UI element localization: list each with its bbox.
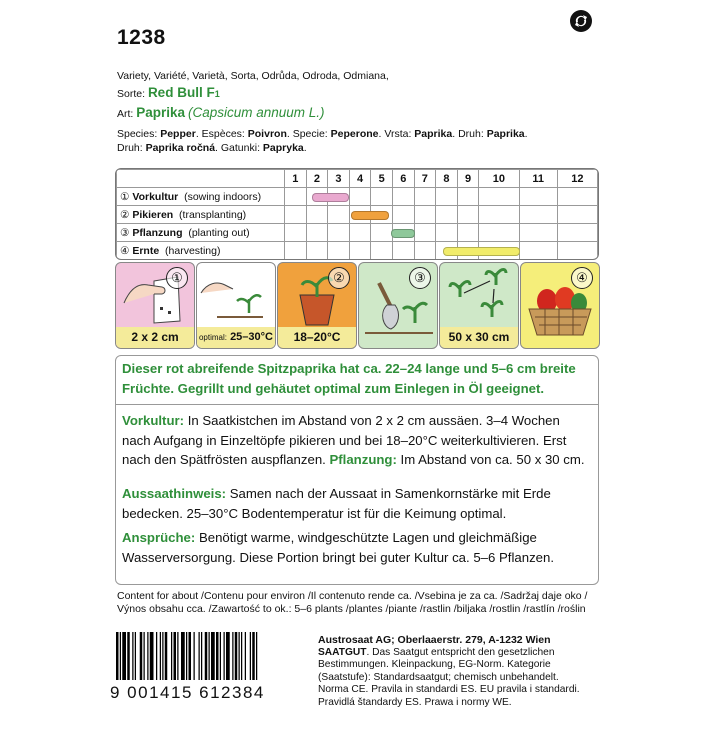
sowing-tile bbox=[115, 262, 195, 349]
barcode-bar bbox=[201, 632, 202, 680]
barcode-bar bbox=[235, 632, 238, 680]
month-header: 2 bbox=[306, 170, 328, 188]
barcode-bar bbox=[160, 632, 161, 680]
month-cell bbox=[349, 224, 371, 242]
species-label-text: . Druh: bbox=[452, 128, 487, 140]
cultivation-paragraph bbox=[122, 411, 592, 470]
month-cell bbox=[479, 188, 519, 206]
barcode-bar bbox=[147, 632, 148, 680]
step-note: (transplanting) bbox=[173, 208, 247, 221]
month-cell bbox=[306, 242, 328, 260]
month-cell bbox=[557, 224, 597, 242]
month-cell bbox=[392, 206, 414, 224]
barcode-bar bbox=[199, 632, 200, 680]
species-name-translation: Paprika bbox=[486, 128, 525, 140]
calendar-row bbox=[117, 224, 598, 242]
month-cell bbox=[392, 188, 414, 206]
sowing-note-paragraph bbox=[122, 484, 592, 523]
month-header: 12 bbox=[557, 170, 597, 188]
month-cell bbox=[436, 206, 458, 224]
sorte-line bbox=[117, 86, 220, 101]
species-label-text: . Vrsta: bbox=[378, 128, 415, 140]
step-note: (sowing indoors) bbox=[178, 190, 262, 203]
calendar-row-label bbox=[117, 188, 285, 206]
barcode-bar bbox=[224, 632, 225, 680]
month-cell bbox=[457, 206, 479, 224]
barcode-bar bbox=[140, 632, 143, 680]
month-cell bbox=[519, 188, 557, 206]
species-name-translation: Poivron bbox=[247, 128, 287, 140]
month-cell bbox=[285, 224, 307, 242]
barcode-bar bbox=[241, 632, 242, 680]
period-bar bbox=[443, 247, 520, 256]
barcode-bar bbox=[232, 632, 233, 680]
barcode-bar bbox=[216, 632, 219, 680]
month-cell bbox=[557, 188, 597, 206]
species-label-text: . Gatunki: bbox=[215, 142, 263, 154]
step-note: (planting out) bbox=[182, 226, 250, 239]
barcode-bar bbox=[205, 632, 208, 680]
pflanzung-heading: Pflanzung: bbox=[329, 452, 397, 467]
barcode-bar bbox=[132, 632, 133, 680]
species-name-translation: Paprika bbox=[414, 128, 453, 140]
germination-temp: 25–30°C bbox=[230, 331, 273, 343]
aussaathinweis-text: Samen nach der Aussaat in Samenkornstärke mit Erde bedecken. 25–30°C Bodentemperatur ist für die Keimung optimal. bbox=[122, 486, 551, 521]
month-cell bbox=[349, 188, 371, 206]
month-cell bbox=[436, 224, 458, 242]
barcode-bar bbox=[239, 632, 240, 680]
latin-name: (Capsicum annuum L.) bbox=[187, 105, 325, 120]
barcode-bar bbox=[209, 632, 210, 680]
barcode-bar bbox=[189, 632, 192, 680]
calendar-row-label bbox=[117, 206, 285, 224]
species-line-1 bbox=[117, 127, 528, 141]
month-cell bbox=[371, 188, 393, 206]
sowing-calendar bbox=[115, 168, 599, 260]
month-header: 7 bbox=[414, 170, 436, 188]
vorkultur-heading: Vorkultur: bbox=[122, 413, 185, 428]
transplant-temp-label: 18–20°C bbox=[278, 327, 356, 348]
species-name-translation: Paprika ročná bbox=[145, 142, 216, 154]
month-cell bbox=[414, 188, 436, 206]
content-line-2: Výnos obsahu cca. /Zawartość to ok.: 5–6 plants /plantes /piante /rastlin /biljaka /rostlin /rastlín /roślin bbox=[117, 603, 586, 615]
month-header: 4 bbox=[349, 170, 371, 188]
barcode-bar bbox=[177, 632, 178, 680]
seed-legal-text bbox=[318, 647, 588, 710]
month-cell bbox=[457, 188, 479, 206]
month-header: 11 bbox=[519, 170, 557, 188]
species-name: Paprika bbox=[136, 105, 186, 120]
content-info bbox=[117, 590, 617, 616]
step-marker: ② bbox=[120, 208, 133, 221]
month-header: 3 bbox=[328, 170, 350, 188]
month-header: 6 bbox=[392, 170, 414, 188]
aussaathinweis-heading: Aussaathinweis: bbox=[122, 486, 227, 501]
planting-tile bbox=[358, 262, 438, 349]
month-cell bbox=[306, 224, 328, 242]
month-header: 10 bbox=[479, 170, 519, 188]
sorte-label: Sorte: bbox=[117, 88, 146, 100]
species-label-text: . Espèces: bbox=[195, 128, 248, 140]
month-cell bbox=[328, 206, 350, 224]
producer-info bbox=[318, 634, 588, 709]
period-bar bbox=[312, 193, 349, 202]
step-2-badge: ② bbox=[328, 267, 350, 289]
spacing-label: 2 x 2 cm bbox=[116, 327, 194, 348]
variety-hybrid-sub: 1 bbox=[214, 89, 220, 99]
barcode-bar bbox=[256, 632, 257, 680]
species-label-text: . bbox=[524, 128, 528, 140]
calendar-row bbox=[117, 188, 598, 206]
art-label: Art: bbox=[117, 108, 134, 120]
barcode-bar bbox=[127, 632, 130, 680]
content-line-1: Content for about /Contenu pour environ /Il contenuto rende ca. /Vsebina je za ca. /Sadržaj daje oko / bbox=[117, 590, 588, 602]
month-cell bbox=[285, 188, 307, 206]
month-cell bbox=[328, 224, 350, 242]
variety-name: Red Bull F bbox=[147, 85, 215, 100]
barcode-bar bbox=[150, 632, 154, 680]
barcode-bar bbox=[220, 632, 221, 680]
recycle-icon bbox=[569, 9, 593, 33]
spacing-tile bbox=[439, 262, 519, 349]
step-name: Pflanzung bbox=[132, 226, 183, 239]
barcode-bar bbox=[156, 632, 157, 680]
harvest-tile bbox=[520, 262, 600, 349]
species-label-text: Druh: bbox=[117, 142, 146, 154]
barcode-bar bbox=[226, 632, 230, 680]
optimal-prefix: optimal: bbox=[198, 333, 227, 342]
species-name-translation: Peperone bbox=[330, 128, 379, 140]
barcode-bar bbox=[171, 632, 172, 680]
seedling-hand-icon bbox=[197, 263, 275, 327]
barcode-bar bbox=[116, 632, 119, 680]
period-bar bbox=[351, 211, 388, 220]
barcode-bar bbox=[174, 632, 177, 680]
month-cell bbox=[557, 206, 597, 224]
step-name: Pikieren bbox=[132, 208, 174, 221]
barcode-bar bbox=[194, 632, 195, 680]
month-cell bbox=[285, 242, 307, 260]
barcode-bar bbox=[252, 632, 255, 680]
species-name-translation: Papryka bbox=[262, 142, 304, 154]
saatgut-text: . Das Saatgut entspricht den gesetzlichen Bestimmungen. Kleinpackung, EG-Norm. Kategorie (Saatstufe): Standardsaatgut; chemisch unbehandelt. Norma CE. Pravila in standardi ES. EU pravila i standardi. Pravidlá štandardy ES. Prawa i normy WE. bbox=[318, 646, 580, 708]
step-marker: ④ bbox=[120, 244, 133, 257]
barcode-number: 9 001415 612384 bbox=[110, 683, 265, 702]
month-cell bbox=[479, 224, 519, 242]
month-cell bbox=[306, 206, 328, 224]
period-bar bbox=[391, 229, 415, 238]
species-label-text: . bbox=[303, 142, 307, 154]
month-header: 8 bbox=[436, 170, 458, 188]
requirements-paragraph bbox=[122, 528, 592, 567]
barcode-bar bbox=[120, 632, 121, 680]
barcode-bar bbox=[181, 632, 185, 680]
month-cell bbox=[414, 206, 436, 224]
step-note: (harvesting) bbox=[159, 244, 221, 257]
calendar-row-label bbox=[117, 224, 285, 242]
company-address: Austrosaat AG; Oberlaaerstr. 279, A-1232 Wien bbox=[318, 634, 551, 646]
saatgut-heading: SAATGUT bbox=[318, 646, 367, 658]
month-cell bbox=[519, 224, 557, 242]
species-label-text: Species: bbox=[117, 128, 161, 140]
species-line-2 bbox=[117, 141, 307, 155]
germination-tile bbox=[196, 262, 276, 349]
barcode-bar bbox=[250, 632, 251, 680]
barcode-bar bbox=[162, 632, 163, 680]
step-1-badge: ① bbox=[166, 267, 188, 289]
month-cell bbox=[392, 242, 414, 260]
step-name: Ernte bbox=[132, 244, 160, 257]
month-header: 5 bbox=[371, 170, 393, 188]
transplant-tile bbox=[277, 262, 357, 349]
calendar-row bbox=[117, 242, 598, 260]
calendar-row-label bbox=[117, 242, 285, 260]
step-3-badge: ③ bbox=[409, 267, 431, 289]
instruction-icons bbox=[115, 262, 597, 347]
vorkultur-text: In Saatkistchen im Abstand von 2 x 2 cm aussäen. 3–4 Wochen nach Aufgang in Einzeltöpfe pikieren und bei 18–20°C weiterkultivieren. Erst nach den Spätfrösten auspflanzen. bbox=[122, 413, 567, 467]
barcode-bar bbox=[211, 632, 215, 680]
barcode-bar bbox=[245, 632, 246, 680]
pflanzung-text: Im Abstand von ca. 50 x 30 cm. bbox=[396, 452, 585, 467]
barcode bbox=[116, 632, 306, 680]
barcode-bar bbox=[144, 632, 145, 680]
step-4-badge: ④ bbox=[571, 267, 593, 289]
month-cell bbox=[371, 224, 393, 242]
month-cell bbox=[285, 206, 307, 224]
species-name-translation: Pepper bbox=[160, 128, 196, 140]
barcode-bar bbox=[122, 632, 126, 680]
variety-line: Variety, Variété, Varietà, Sorta, Odrůda, Odroda, Odmiana, bbox=[117, 70, 389, 82]
ansprueche-text: Benötigt warme, windgeschützte Lagen und gleichmäßige Wasserversorgung. Diese Portion bringt bei guter Kultur ca. 5–6 Pflanzen. bbox=[122, 530, 554, 565]
month-cell bbox=[371, 242, 393, 260]
barcode-bar bbox=[135, 632, 136, 680]
step-name: Vorkultur bbox=[132, 190, 179, 203]
month-header: 1 bbox=[285, 170, 307, 188]
step-marker: ③ bbox=[120, 226, 133, 239]
month-header: 9 bbox=[457, 170, 479, 188]
month-cell bbox=[436, 188, 458, 206]
description-box bbox=[115, 355, 599, 585]
species-label-text: . Specie: bbox=[286, 128, 331, 140]
variety-description: Dieser rot abreifende Spitzpaprika hat ca. 22–24 lange und 5–6 cm breite Früchte. Gegrillt und gehäutet optimal zum Einlegen in Öl geeignet. bbox=[122, 361, 576, 396]
art-line bbox=[117, 106, 325, 121]
step-marker: ① bbox=[120, 190, 133, 203]
month-cell bbox=[519, 242, 557, 260]
calendar-corner bbox=[117, 170, 285, 188]
month-cell bbox=[457, 224, 479, 242]
barcode-bar bbox=[186, 632, 187, 680]
plant-spacing-icon bbox=[440, 263, 518, 327]
month-cell bbox=[414, 224, 436, 242]
barcode-bar bbox=[165, 632, 168, 680]
month-cell bbox=[557, 242, 597, 260]
description-divider bbox=[116, 404, 598, 405]
article-number: 1238 bbox=[117, 26, 166, 49]
month-cell bbox=[349, 242, 371, 260]
ansprueche-heading: Ansprüche: bbox=[122, 530, 196, 545]
month-cell bbox=[328, 242, 350, 260]
month-cell bbox=[479, 206, 519, 224]
plant-spacing-label: 50 x 30 cm bbox=[440, 327, 518, 348]
month-cell bbox=[519, 206, 557, 224]
month-cell bbox=[414, 242, 436, 260]
germination-temp-label bbox=[197, 327, 275, 348]
